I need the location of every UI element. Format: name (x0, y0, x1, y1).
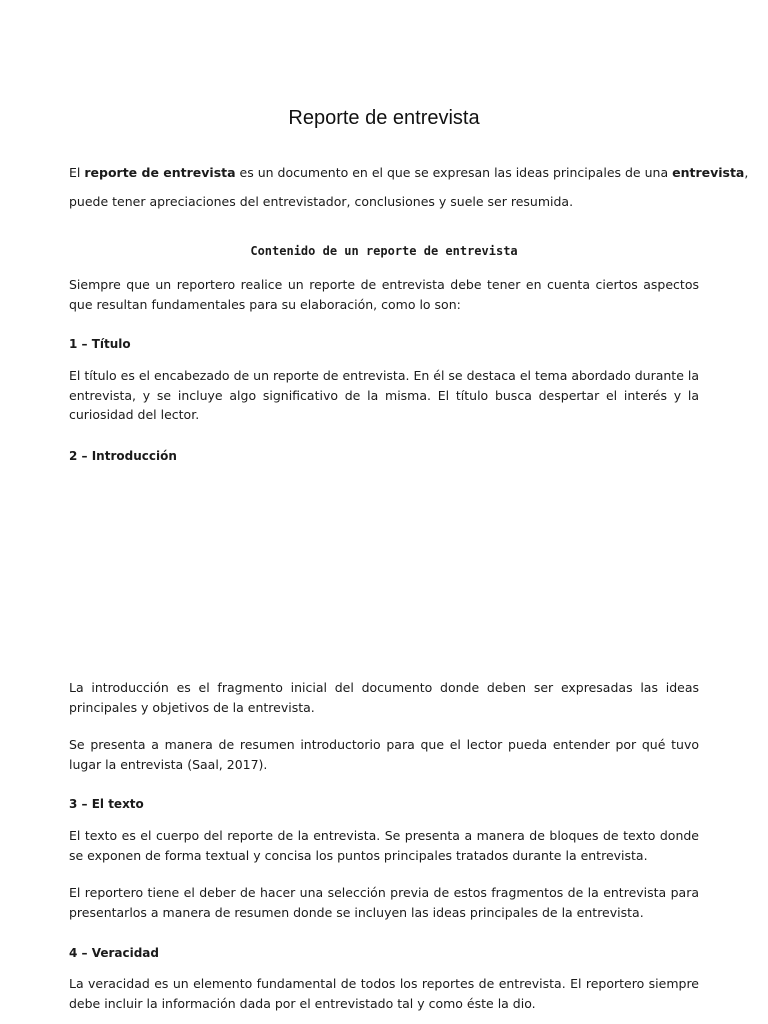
section-heading-veracidad: 4 – Veracidad (69, 946, 159, 960)
introduccion-paragraph-2: Se presenta a manera de resumen introductorio para que el lector pueda entender por qué tuvo lugar la entrevista (Saal, 2017). (69, 737, 699, 772)
page-title: Reporte de entrevista (288, 107, 480, 129)
titulo-paragraph: El título es el encabezado de un reporte de entrevista. En él se destaca el tema abordado durante la entrevista, y se incluye algo significativo de la misma. El título busca despertar el interés y la curiosidad del lector. (69, 368, 699, 422)
veracidad-paragraph: La veracidad es un elemento fundamental de todos los reportes de entrevista. El reportero siempre debe incluir la información dada por el entrevistado tal y como éste la dio. (69, 976, 699, 1011)
section-subtitle: Contenido de un reporte de entrevista (250, 244, 518, 258)
intro-bold-term: entrevista (672, 165, 745, 180)
section-heading-titulo: 1 – Título (69, 337, 131, 351)
intro-text: El (69, 165, 81, 180)
intro-line-1 (69, 163, 749, 183)
intro-text: , (744, 165, 749, 180)
texto-paragraph-1: El texto es el cuerpo del reporte de la entrevista. Se presenta a manera de bloques de texto donde se exponen de forma textual y concisa los puntos principales tratados durante la entrevista. (69, 828, 699, 863)
texto-paragraph-2: El reportero tiene el deber de hacer una selección previa de estos fragmentos de la entrevista para presentarlos a manera de resumen donde se incluyen las ideas principales de la entrevista. (69, 885, 699, 920)
intro-line-2: puede tener apreciaciones del entrevistador, conclusiones y suele ser resumida. (69, 194, 574, 209)
section-heading-texto: 3 – El texto (69, 797, 144, 811)
introduccion-paragraph-1: La introducción es el fragmento inicial del documento donde deben ser expresadas las ideas principales y objetivos de la entrevista. (69, 680, 699, 715)
intro-text: es un documento en el que se expresan las ideas principales de una (239, 165, 669, 180)
section-heading-introduccion: 2 – Introducción (69, 449, 177, 463)
intro-bold-term: reporte de entrevista (84, 165, 236, 180)
lead-paragraph: Siempre que un reportero realice un reporte de entrevista debe tener en cuenta ciertos aspectos que resultan fundamentales para su elaboración, como lo son: (69, 277, 699, 312)
